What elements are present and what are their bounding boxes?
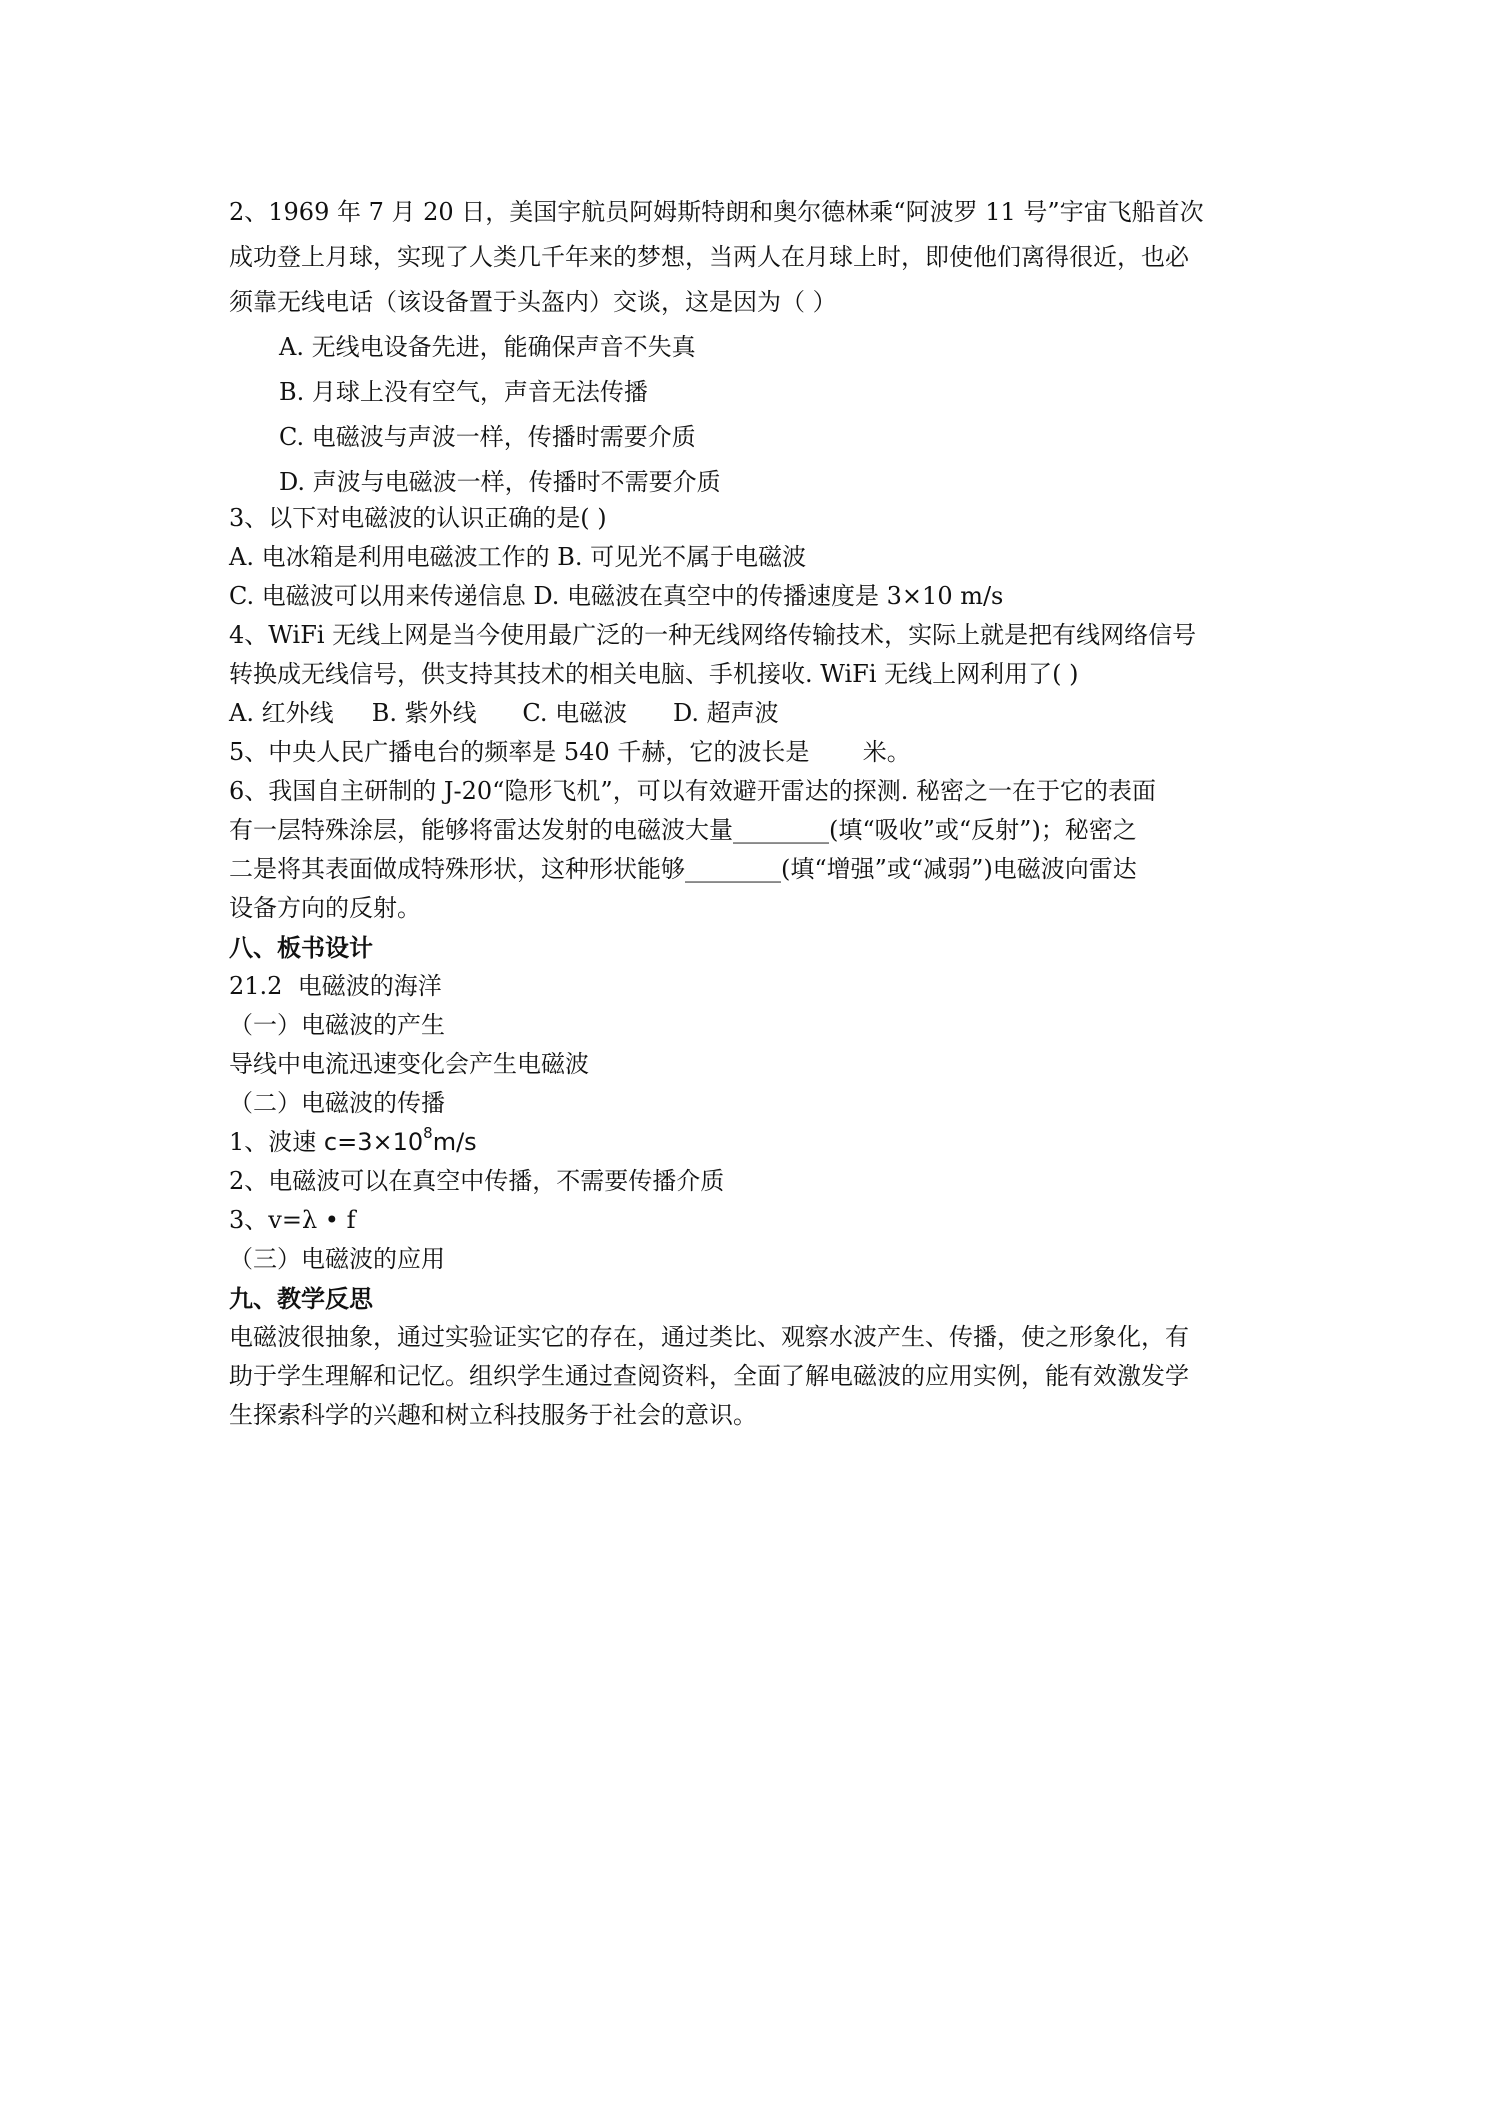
- q2-options: [229, 325, 1279, 505]
- q4-line-2: 转换成无线信号，供支持其技术的相关电脑、手机接收. WiFi 无线上网利用了( ): [229, 660, 1079, 688]
- q2-line-1: 2、1969 年 7 月 20 日，美国宇航员阿姆斯特朗和奥尔德林乘“阿波罗 11 号”宇宙飞船首次: [229, 198, 1204, 226]
- reflection-line-1: 电磁波很抽象，通过实验证实它的存在，通过类比、观察水波产生、传播，使之形象化，有: [229, 1323, 1189, 1351]
- q6-line-2: 有一层特殊涂层，能够将雷达发射的电磁波大量________(填“吸收”或“反射”)；秘密之: [229, 816, 1137, 844]
- board-heading: 八、板书设计: [229, 933, 373, 962]
- q2-option-a: A. 无线电设备先进，能确保声音不失真: [279, 333, 696, 361]
- document-content: [229, 190, 1279, 1435]
- q2-option-c: C. 电磁波与声波一样，传播时需要介质: [279, 423, 696, 451]
- board-section-2: （二）电磁波的传播: [229, 1089, 445, 1117]
- q6-line-4: 设备方向的反射。: [229, 894, 421, 922]
- q6-line-1: 6、我国自主研制的 J-20“隐形飞机”，可以有效避开雷达的探测. 秘密之一在于它的表面: [229, 777, 1156, 805]
- question-6: [229, 772, 1279, 928]
- board-section-3: （三）电磁波的应用: [229, 1245, 445, 1273]
- board-point-1-prefix: 1、: [229, 1128, 269, 1156]
- reflection-section: [229, 1279, 1279, 1435]
- q2-option-b: B. 月球上没有空气，声音无法传播: [279, 378, 648, 406]
- board-point-2-prefix: 2、: [229, 1167, 269, 1195]
- q3-options-ab: A. 电冰箱是利用电磁波工作的 B. 可见光不属于电磁波: [229, 543, 807, 571]
- question-3: [229, 499, 1279, 616]
- board-point-1: [229, 1123, 1279, 1162]
- board-point-1-exponent: 8: [423, 1124, 433, 1142]
- question-2: [229, 190, 1279, 325]
- board-point-1-unit: m/s: [432, 1128, 477, 1156]
- reflection-line-3: 生探索科学的兴趣和树立科技服务于社会的意识。: [229, 1401, 757, 1429]
- board-section-1-text: 导线中电流迅速变化会产生电磁波: [229, 1050, 589, 1078]
- q2-line-2: 成功登上月球，实现了人类几千年来的梦想，当两人在月球上时，即使他们离得很近，也必: [229, 243, 1189, 271]
- q4-options: A. 红外线 B. 紫外线 C. 电磁波 D. 超声波: [229, 699, 779, 727]
- question-4: [229, 616, 1279, 733]
- q2-option-d: D. 声波与电磁波一样，传播时不需要介质: [279, 468, 721, 496]
- q4-line-1: 4、WiFi 无线上网是当今使用最广泛的一种无线网络传输技术，实际上就是把有线网络信号: [229, 621, 1197, 649]
- reflection-line-2: 助于学生理解和记忆。组织学生通过查阅资料，全面了解电磁波的应用实例，能有效激发学: [229, 1362, 1189, 1390]
- board-point-3-prefix: 3、: [229, 1206, 269, 1234]
- q2-line-3: 须靠无线电话（该设备置于头盔内）交谈，这是因为（ ）: [229, 288, 837, 316]
- board-title: 21.2 电磁波的海洋: [229, 972, 442, 1000]
- board-point-3: [229, 1201, 1279, 1240]
- q5-text: 5、中央人民广播电台的频率是 540 千赫，它的波长是 米。: [229, 738, 911, 766]
- board-point-2-text: 电磁波可以在真空中传播，不需要传播介质: [268, 1167, 725, 1195]
- board-section-1: （一）电磁波的产生: [229, 1011, 445, 1039]
- q3-options-cd: C. 电磁波可以用来传递信息 D. 电磁波在真空中的传播速度是 3×10 m/s: [229, 582, 1004, 610]
- question-5: [229, 733, 1279, 772]
- board-point-2: [229, 1162, 1279, 1201]
- board-point-3-text: v=λ • f: [268, 1206, 356, 1234]
- board-point-1-text: 波速 c=3×10: [268, 1128, 424, 1156]
- q6-line-3: 二是将其表面做成特殊形状，这种形状能够________(填“增强”或“减弱”)电磁波向雷达: [229, 855, 1137, 883]
- reflection-heading: 九、教学反思: [229, 1284, 373, 1313]
- q3-stem: 3、以下对电磁波的认识正确的是( ): [229, 504, 607, 532]
- board-design-section: [229, 928, 1279, 1279]
